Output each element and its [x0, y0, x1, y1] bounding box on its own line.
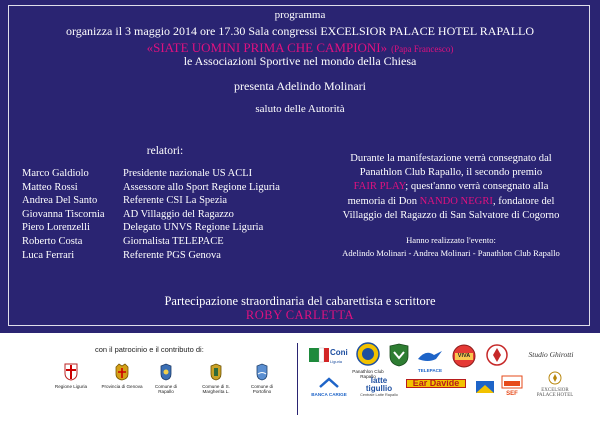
sponsor-ghirotti	[523, 352, 579, 357]
programma-label: programma	[274, 9, 326, 21]
sponsor-excelsior	[532, 371, 578, 398]
patron-label: Comune di Portofino	[250, 384, 274, 394]
telepace-label: TELEPACE	[417, 368, 443, 373]
sef-logo-icon	[501, 375, 523, 389]
sponsor-panathlon	[352, 342, 384, 379]
sponsor-coni	[308, 345, 348, 368]
award-line	[314, 195, 588, 209]
patron-label: Provincia di Genova	[101, 384, 143, 389]
relatori-title: relatori:	[146, 145, 184, 157]
organizers-title: Hanno realizzato l'evento:	[406, 235, 496, 245]
speaker-role: Giornalista TELEPACE	[123, 235, 224, 247]
nando-negri: NANDO NEGRI	[419, 195, 493, 207]
viva-label: VIVA	[457, 353, 471, 359]
flag-icon	[475, 379, 495, 395]
speaker-name: Marco Galdiolo	[22, 168, 89, 179]
fair-play: FAIR PLAY	[353, 181, 406, 193]
speaker-name: Giovanna Tiscornia	[22, 208, 105, 220]
special-guest-intro: Partecipazione straordinaria del cabarettista e scrittore	[164, 294, 436, 308]
sponsor-viva	[451, 344, 477, 371]
regione-liguria-crest-icon	[64, 363, 78, 381]
panathlon-logo-icon	[356, 342, 380, 366]
patronage-label: con il patrocinio e il contributo di:	[95, 345, 204, 354]
patron-label: Comune di Rapallo	[154, 384, 178, 394]
speaker-roles	[123, 167, 280, 262]
special-guest-name: ROBY CARLETTA	[245, 308, 355, 322]
sponsors-footer	[0, 333, 600, 425]
panathlon-label: Panathlon Club Rapallo	[352, 369, 384, 379]
award-line: Durante la manifestazione verrà consegnato dal	[350, 153, 552, 164]
motto: «SIATE UOMINI PRIMA CHE CAMPIONI»	[146, 40, 388, 55]
award-line: Villaggio del Ragazzo di San Salvatore di Cogorno	[342, 209, 560, 221]
excelsior-label: EXCELSIOR PALACE HOTEL	[536, 388, 574, 398]
speaker-name: Luca Ferrari	[22, 249, 75, 261]
ear-davide-label: Ear Davide	[406, 379, 466, 388]
greetings: saluto delle Autorità	[255, 103, 345, 115]
speaker-role: Referente CSI La Spezia	[123, 195, 228, 207]
award-line	[314, 180, 588, 194]
comune-santa-margherita-crest-icon	[209, 363, 223, 381]
speaker-name: Matteo Rossi	[22, 181, 78, 193]
award-line-post: , fondatore del	[492, 195, 555, 207]
speaker-names	[22, 167, 105, 262]
speaker-role: AD Villaggio del Ragazzo	[123, 208, 234, 220]
telepace-dove-icon	[416, 347, 444, 365]
speaker-name: Roberto Costa	[22, 235, 83, 247]
comune-rapallo-crest-icon	[159, 363, 173, 381]
organizers-names: Adelindo Molinari - Andrea Molinari - Panathlon Club Rapallo	[342, 247, 560, 258]
comune-portofino-crest-icon	[255, 363, 269, 381]
sponsor-telepace	[415, 347, 445, 373]
speaker-role: Presidente nazionale US ACLI	[123, 168, 253, 179]
patron-comune-santa-margherita	[196, 363, 236, 394]
award-line-pre: memoria di Don	[347, 195, 420, 207]
patron-label: Comune di S. Margherita L.	[202, 384, 230, 394]
organizers	[314, 234, 588, 259]
award-line: Panathlon Club Rapallo, il secondo premio	[359, 167, 543, 179]
coni-label: Coni	[330, 348, 348, 357]
sponsor-latte-tigullio	[357, 377, 401, 398]
red-crest-icon	[486, 343, 508, 367]
patron-label: Regione Liguria	[54, 384, 88, 389]
event-info: organizza il 3 maggio 2014 ore 17.30 Sala congressi EXCELSIOR PALACE HOTEL RAPALLO	[65, 24, 535, 38]
sponsor-sef	[500, 375, 524, 397]
sponsor-villaggio	[388, 343, 410, 370]
coni-sub: Liguria	[330, 359, 343, 364]
footer-divider	[297, 343, 298, 415]
sponsor-red-badge	[485, 343, 509, 370]
subtitle: le Associazioni Sportive nel mondo della Chiesa	[183, 54, 417, 68]
patron-regione-liguria	[54, 363, 88, 389]
excelsior-crest-icon	[548, 371, 562, 385]
villaggio-crest-icon	[388, 343, 410, 367]
carige-mark-icon	[318, 377, 340, 389]
patron-provincia-genova	[100, 363, 144, 389]
speaker-role: Assessore allo Sport Regione Liguria	[123, 181, 280, 193]
patron-comune-portofino	[247, 363, 277, 394]
award-text	[314, 152, 588, 223]
banca-carige-label: BANCA CARIGE	[311, 392, 347, 397]
ghirotti-label: Studio Ghirotti	[528, 350, 574, 359]
motto-author: (Papa Francesco)	[391, 44, 454, 54]
speaker-role: Referente PGS Genova	[123, 249, 221, 261]
sponsor-flag	[474, 379, 496, 398]
patron-comune-rapallo	[150, 363, 182, 394]
sponsor-banca-carige	[308, 377, 350, 397]
speaker-name: Andrea Del Santo	[22, 195, 98, 207]
latte-label: latte tigullio	[365, 376, 393, 393]
sponsor-ear-davide	[406, 379, 466, 388]
award-line-rest: ; quest'anno verrà consegnato alla	[405, 181, 549, 193]
speaker-role: Delegato UNVS Regione Liguria	[123, 222, 264, 234]
latte-sub: Centrale Latte Rapallo	[360, 393, 398, 397]
provincia-genova-crest-icon	[114, 363, 130, 381]
presenter: presenta Adelindo Molinari	[234, 79, 366, 93]
sef-label: SEF	[506, 391, 518, 397]
speaker-name: Piero Lorenzelli	[22, 222, 90, 234]
